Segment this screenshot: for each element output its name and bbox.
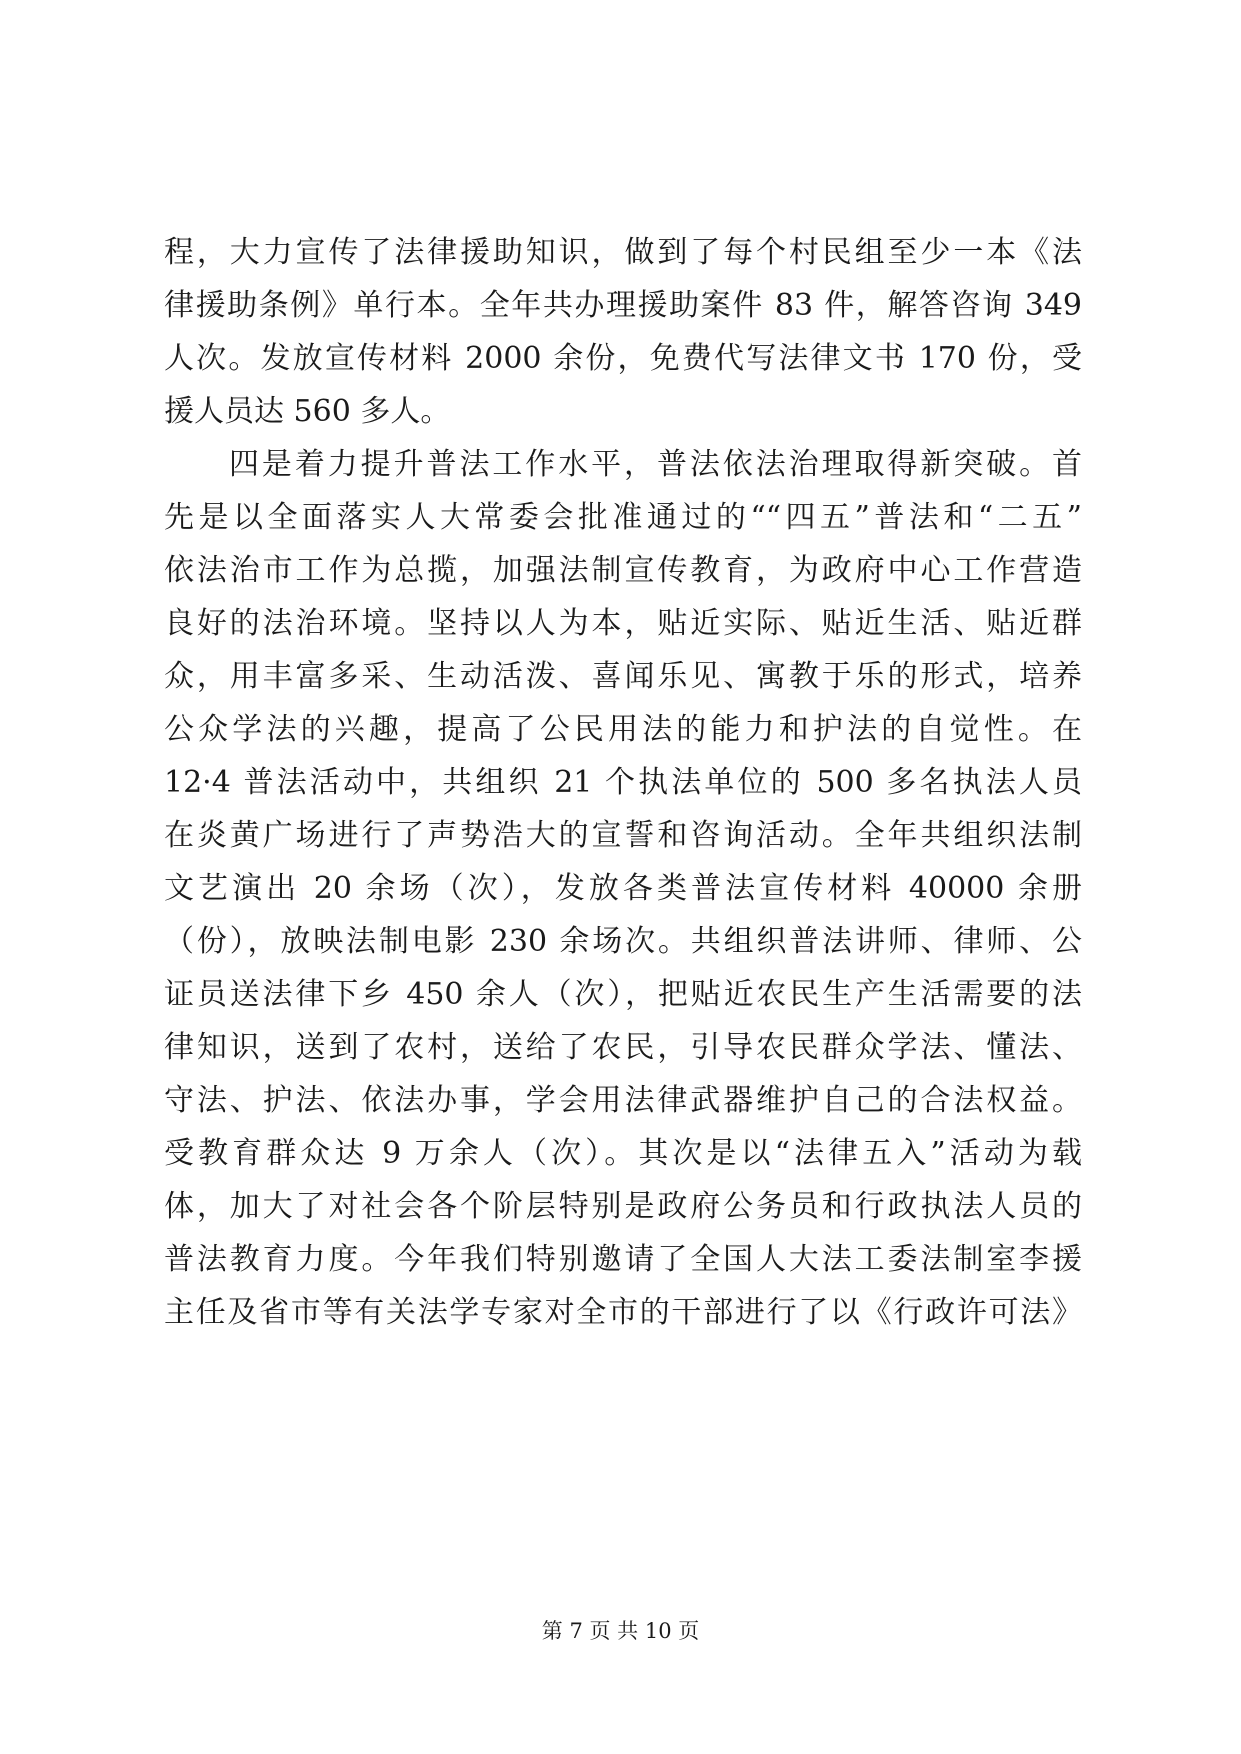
body-line-7: 依法治市工作为总揽，加强法制宣传教育，为政府中心工作营造 [164, 553, 1082, 588]
body-line-9: 众，用丰富多采、生动活泼、喜闻乐见、寓教于乐的形式，培养 [164, 659, 1082, 694]
body-line-1: 程，大力宣传了法律援助知识，做到了每个村民组至少一本《法 [164, 235, 1082, 270]
body-line-16: 律知识，送到了农村，送给了农民，引导农民群众学法、懂法、 [164, 1030, 1082, 1065]
body-line-17: 守法、护法、依法办事，学会用法律武器维护自己的合法权益。 [164, 1083, 1082, 1118]
body-line-10: 公众学法的兴趣，提高了公民用法的能力和护法的自觉性。在 [164, 712, 1082, 747]
page-number-footer: 第 7 页 共 10 页 [541, 1619, 700, 1643]
body-line-19: 体，加大了对社会各个阶层特别是政府公务员和行政执法人员的 [164, 1189, 1082, 1224]
body-line-6: 先是以全面落实人大常委会批准通过的““四五”普法和“二五” [164, 500, 1082, 535]
body-line-13: 文艺演出 20 余场（次），发放各类普法宣传材料 40000 余册 [164, 871, 1082, 906]
body-line-18: 受教育群众达 9 万余人（次）。其次是以“法律五入”活动为载 [164, 1136, 1082, 1171]
body-line-5: 四是着力提升普法工作水平，普法依法治理取得新突破。首 [229, 447, 1082, 482]
body-line-3: 人次。发放宣传材料 2000 余份，免费代写法律文书 170 份，受 [164, 341, 1082, 376]
body-line-20: 普法教育力度。今年我们特别邀请了全国人大法工委法制室李援 [164, 1242, 1082, 1277]
body-line-15: 证员送法律下乡 450 余人（次），把贴近农民生产生活需要的法 [164, 977, 1082, 1012]
body-line-8: 良好的法治环境。坚持以人为本，贴近实际、贴近生活、贴近群 [164, 606, 1082, 641]
body-line-21: 主任及省市等有关法学专家对全市的干部进行了以《行政许可法》 [164, 1295, 1082, 1330]
body-line-4: 援人员达 560 多人。 [164, 394, 451, 429]
body-line-12: 在炎黄广场进行了声势浩大的宣誓和咨询活动。全年共组织法制 [164, 818, 1082, 853]
body-line-14: （份），放映法制电影 230 余场次。共组织普法讲师、律师、公 [164, 924, 1082, 959]
body-line-2: 律援助条例》单行本。全年共办理援助案件 83 件，解答咨询 349 [164, 288, 1082, 323]
body-line-11: 12·4 普法活动中，共组织 21 个执法单位的 500 多名执法人员 [164, 765, 1082, 800]
